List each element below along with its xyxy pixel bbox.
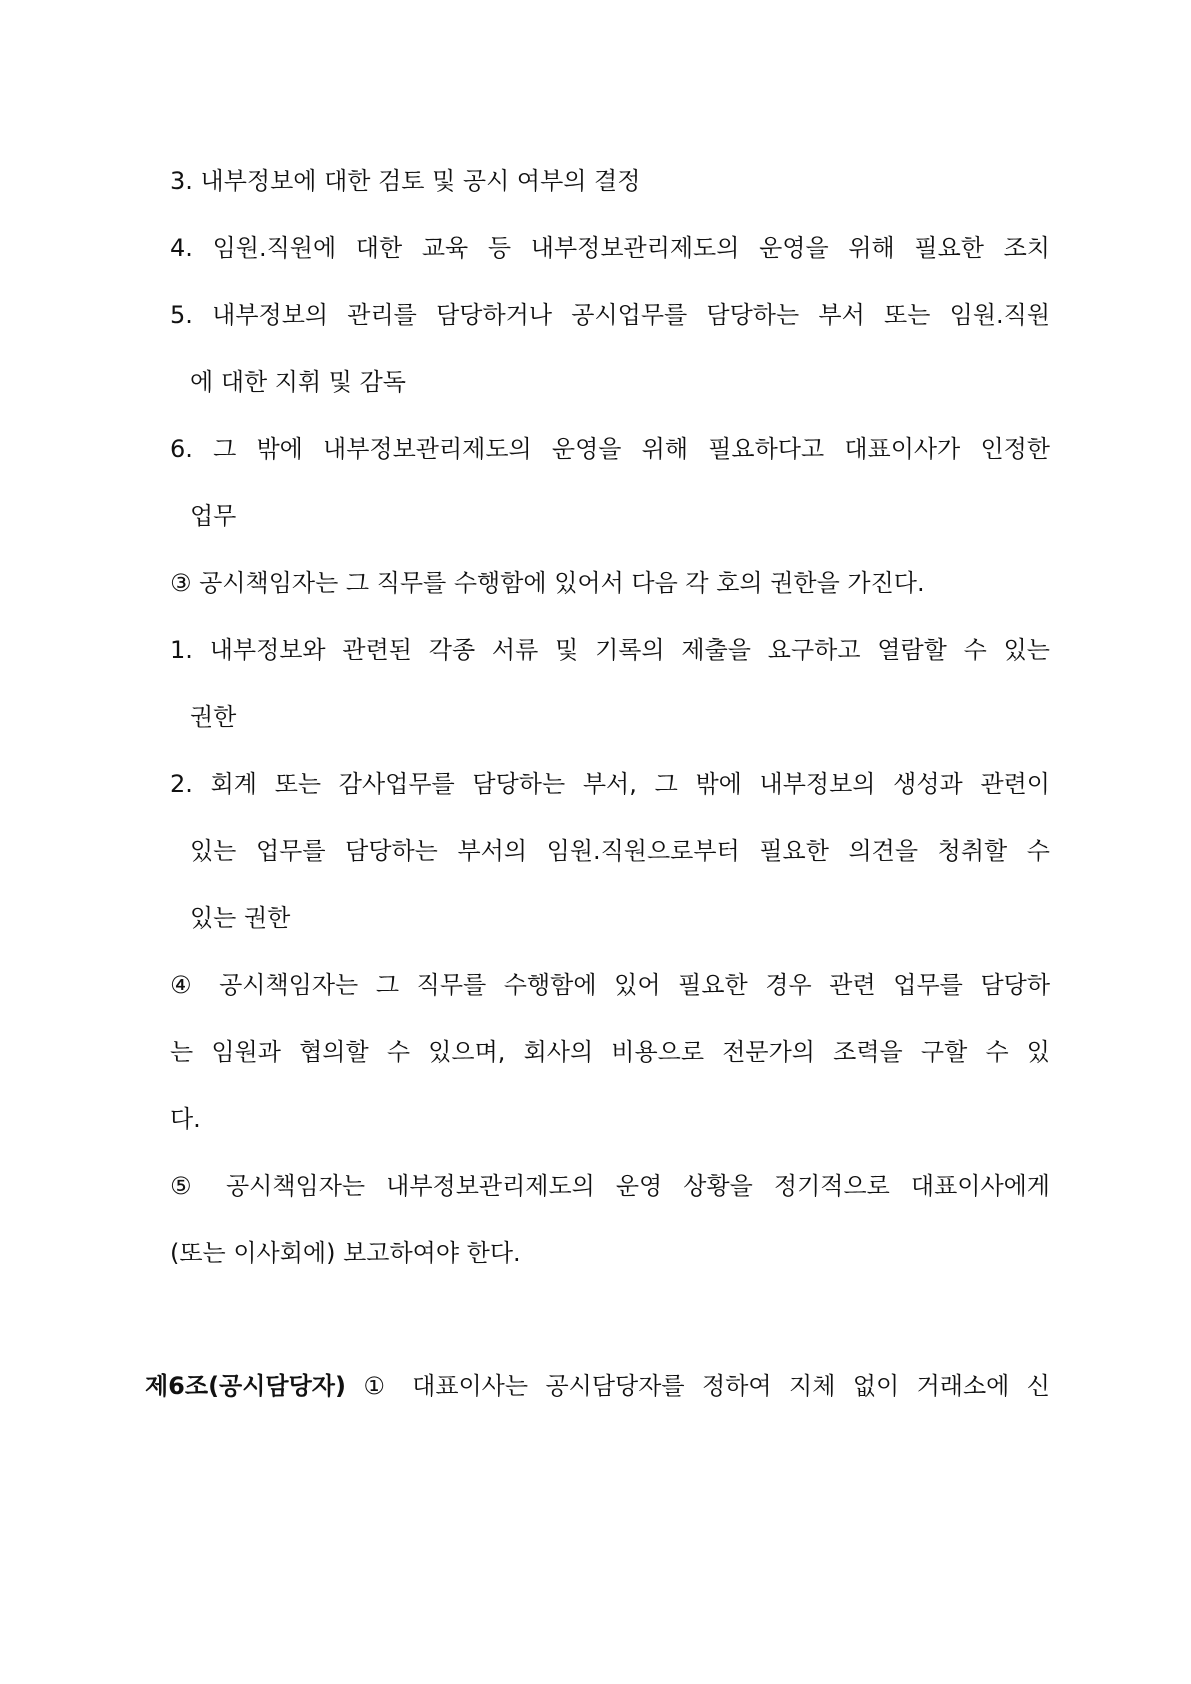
authority-item-2-continuation-2: 있는 권한	[190, 904, 291, 932]
authority-item-2: 2. 회계 또는 감사업무를 담당하는 부서, 그 밖에 내부정보의 생성과 관련이	[170, 770, 1050, 798]
item-5-continuation: 에 대한 지휘 및 감독	[190, 368, 406, 396]
item-4: 4. 임원.직원에 대한 교육 등 내부정보관리제도의 운영을 위해 필요한 조치	[170, 234, 1050, 262]
article-6-title: 제6조(공시담당자)	[145, 1372, 346, 1400]
paragraph-5: ⑤ 공시책임자는 내부정보관리제도의 운영 상황을 정기적으로 대표이사에게	[170, 1172, 1050, 1200]
item-6: 6. 그 밖에 내부정보관리제도의 운영을 위해 필요하다고 대표이사가 인정한	[170, 435, 1050, 463]
item-5: 5. 내부정보의 관리를 담당하거나 공시업무를 담당하는 부서 또는 임원.직원	[170, 301, 1050, 329]
paragraph-4: ④ 공시책임자는 그 직무를 수행함에 있어 필요한 경우 관련 업무를 담당하	[170, 971, 1050, 999]
paragraph-5-continuation: (또는 이사회에) 보고하여야 한다.	[170, 1239, 521, 1267]
paragraph-3: ③ 공시책임자는 그 직무를 수행함에 있어서 다음 각 호의 권한을 가진다.	[170, 569, 925, 597]
article-6-line	[145, 1369, 1050, 1403]
item-6-continuation: 업무	[190, 502, 237, 530]
paragraph-4-continuation-1: 는 임원과 협의할 수 있으며, 회사의 비용으로 전문가의 조력을 구할 수 있	[170, 1038, 1050, 1066]
paragraph-4-continuation-2: 다.	[170, 1105, 201, 1133]
authority-item-1: 1. 내부정보와 관련된 각종 서류 및 기록의 제출을 요구하고 열람할 수 있는	[170, 636, 1050, 664]
authority-item-2-continuation-1: 있는 업무를 담당하는 부서의 임원.직원으로부터 필요한 의견을 청취할 수	[190, 837, 1050, 865]
item-3: 3. 내부정보에 대한 검토 및 공시 여부의 결정	[170, 167, 641, 195]
article-6-text: ① 대표이사는 공시담당자를 정하여 지체 없이 거래소에 신	[363, 1372, 1050, 1400]
authority-item-1-continuation: 권한	[190, 703, 237, 731]
